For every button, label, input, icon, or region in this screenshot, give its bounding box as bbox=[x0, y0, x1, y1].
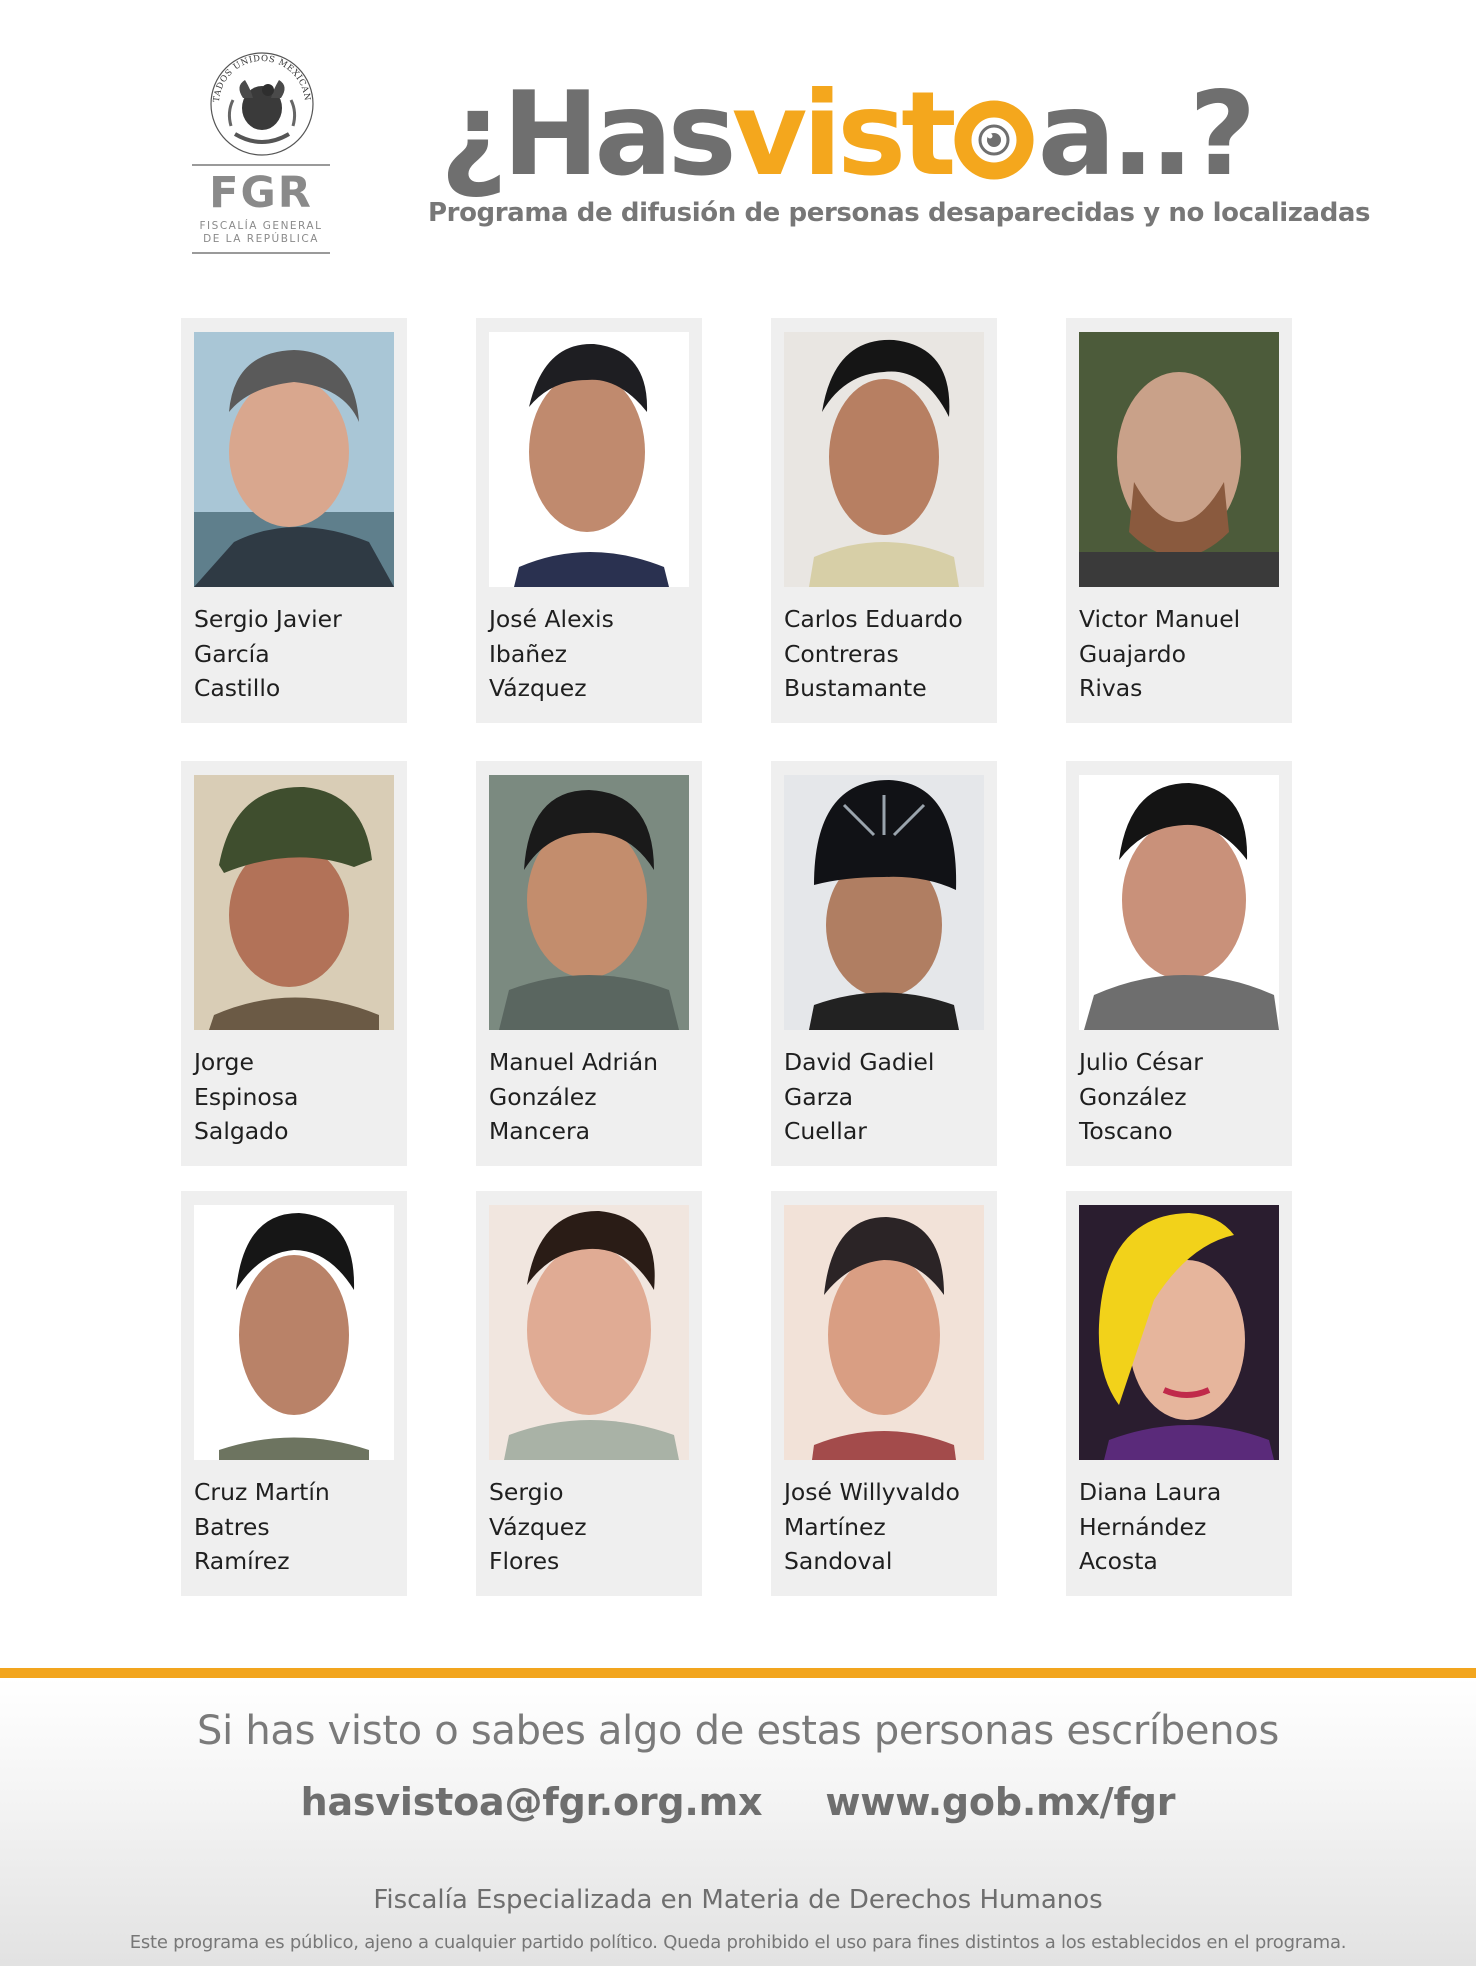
person-photo bbox=[489, 1205, 689, 1460]
person-middle-name: Contreras bbox=[784, 639, 899, 668]
fgr-name-line1: FISCALÍA GENERAL bbox=[199, 220, 323, 232]
person-first-name: Sergio Javier bbox=[194, 605, 342, 633]
person-card bbox=[771, 318, 997, 723]
person-card bbox=[181, 761, 407, 1166]
person-last-name: Bustamante bbox=[784, 674, 927, 702]
eye-icon bbox=[954, 76, 1034, 156]
person-name bbox=[1079, 1475, 1291, 1579]
person-middle-name: Hernández bbox=[1079, 1512, 1207, 1541]
contact-row bbox=[0, 1780, 1476, 1824]
person-last-name: Ramírez bbox=[194, 1547, 290, 1575]
person-name bbox=[489, 602, 701, 706]
divider bbox=[192, 252, 330, 254]
person-card bbox=[476, 761, 702, 1166]
person-last-name: Rivas bbox=[1079, 674, 1143, 702]
person-first-name: José Willyvaldo bbox=[784, 1478, 960, 1506]
person-photo bbox=[489, 332, 689, 587]
person-first-name: Victor Manuel bbox=[1079, 605, 1241, 633]
brand-open-question: ¿ bbox=[440, 67, 503, 202]
person-name bbox=[784, 1045, 996, 1149]
person-name bbox=[194, 1475, 406, 1579]
person-name bbox=[489, 1475, 701, 1579]
website-link[interactable]: www.gob.mx/fgr bbox=[825, 1780, 1176, 1824]
person-first-name: Cruz Martín bbox=[194, 1478, 330, 1506]
brand-title bbox=[440, 67, 1290, 202]
person-photo bbox=[194, 332, 394, 587]
person-name bbox=[194, 1045, 406, 1149]
person-card bbox=[1066, 761, 1292, 1166]
person-last-name: Acosta bbox=[1079, 1547, 1158, 1575]
person-last-name: Vázquez bbox=[489, 674, 587, 702]
person-middle-name: Ibañez bbox=[489, 639, 567, 668]
person-photo bbox=[194, 775, 394, 1030]
agency-name: Fiscalía Especializada en Materia de Derechos Humanos bbox=[373, 1885, 1103, 1915]
seal-text: TADOS UNIDOS MEXICAN bbox=[211, 53, 313, 103]
person-last-name: Cuellar bbox=[784, 1117, 867, 1145]
person-last-name: Castillo bbox=[194, 674, 281, 702]
person-photo bbox=[1079, 775, 1279, 1030]
person-first-name: Jorge bbox=[194, 1048, 254, 1076]
fgr-name-line2: DE LA REPÚBLICA bbox=[203, 233, 319, 245]
person-last-name: Mancera bbox=[489, 1117, 591, 1145]
person-middle-name: González bbox=[489, 1082, 597, 1111]
fgr-logo-block bbox=[192, 164, 330, 254]
person-photo bbox=[784, 775, 984, 1030]
person-middle-name: Martínez bbox=[784, 1512, 886, 1541]
person-middle-name: Vázquez bbox=[489, 1512, 587, 1541]
person-middle-name: Espinosa bbox=[194, 1082, 299, 1111]
person-photo bbox=[784, 332, 984, 587]
person-photo bbox=[784, 1205, 984, 1460]
person-card bbox=[181, 318, 407, 723]
person-first-name: Diana Laura bbox=[1079, 1478, 1222, 1506]
person-name bbox=[194, 602, 406, 706]
subtitle: Programa de difusión de personas desaparecidas y no localizadas bbox=[428, 198, 1371, 228]
person-middle-name: Guajardo bbox=[1079, 639, 1186, 668]
fgr-logo: FGR bbox=[209, 168, 313, 218]
person-card bbox=[771, 1191, 997, 1596]
person-card bbox=[181, 1191, 407, 1596]
person-photo bbox=[1079, 1205, 1279, 1460]
person-first-name: David Gadiel bbox=[784, 1048, 935, 1076]
person-name bbox=[489, 1045, 701, 1149]
person-last-name: Toscano bbox=[1079, 1117, 1173, 1145]
call-to-action: Si has visto o sabes algo de estas personas escríbenos bbox=[197, 1708, 1279, 1754]
disclaimer: Este programa es público, ajeno a cualquier partido político. Queda prohibido el uso para fines distintos a los establecidos en el programa. bbox=[129, 1932, 1347, 1953]
person-first-name: José Alexis bbox=[489, 605, 614, 633]
person-first-name: Sergio bbox=[489, 1478, 564, 1506]
email-link[interactable]: hasvistoa@fgr.org.mx bbox=[300, 1780, 763, 1824]
brand-vist: vist bbox=[731, 67, 952, 202]
person-last-name: Flores bbox=[489, 1547, 560, 1575]
person-card bbox=[1066, 318, 1292, 723]
person-name bbox=[784, 1475, 996, 1579]
person-first-name: Carlos Eduardo bbox=[784, 605, 963, 633]
person-first-name: Julio César bbox=[1079, 1048, 1203, 1076]
brand-a: a..? bbox=[1037, 67, 1252, 202]
person-name bbox=[1079, 602, 1291, 706]
person-photo bbox=[1079, 332, 1279, 587]
mexican-coat-of-arms-seal bbox=[205, 46, 319, 158]
person-name bbox=[784, 602, 996, 706]
person-card bbox=[476, 318, 702, 723]
person-middle-name: García bbox=[194, 639, 270, 668]
person-middle-name: Batres bbox=[194, 1512, 270, 1541]
brand-has: Has bbox=[502, 67, 732, 202]
person-card bbox=[1066, 1191, 1292, 1596]
person-last-name: Sandoval bbox=[784, 1547, 893, 1575]
person-name bbox=[1079, 1045, 1291, 1149]
person-first-name: Manuel Adrián bbox=[489, 1048, 658, 1076]
person-middle-name: González bbox=[1079, 1082, 1187, 1111]
person-photo bbox=[194, 1205, 394, 1460]
person-photo bbox=[489, 775, 689, 1030]
person-last-name: Salgado bbox=[194, 1117, 289, 1145]
footer-accent-bar bbox=[0, 1668, 1476, 1678]
person-card bbox=[771, 761, 997, 1166]
person-middle-name: Garza bbox=[784, 1082, 854, 1111]
person-card bbox=[476, 1191, 702, 1596]
